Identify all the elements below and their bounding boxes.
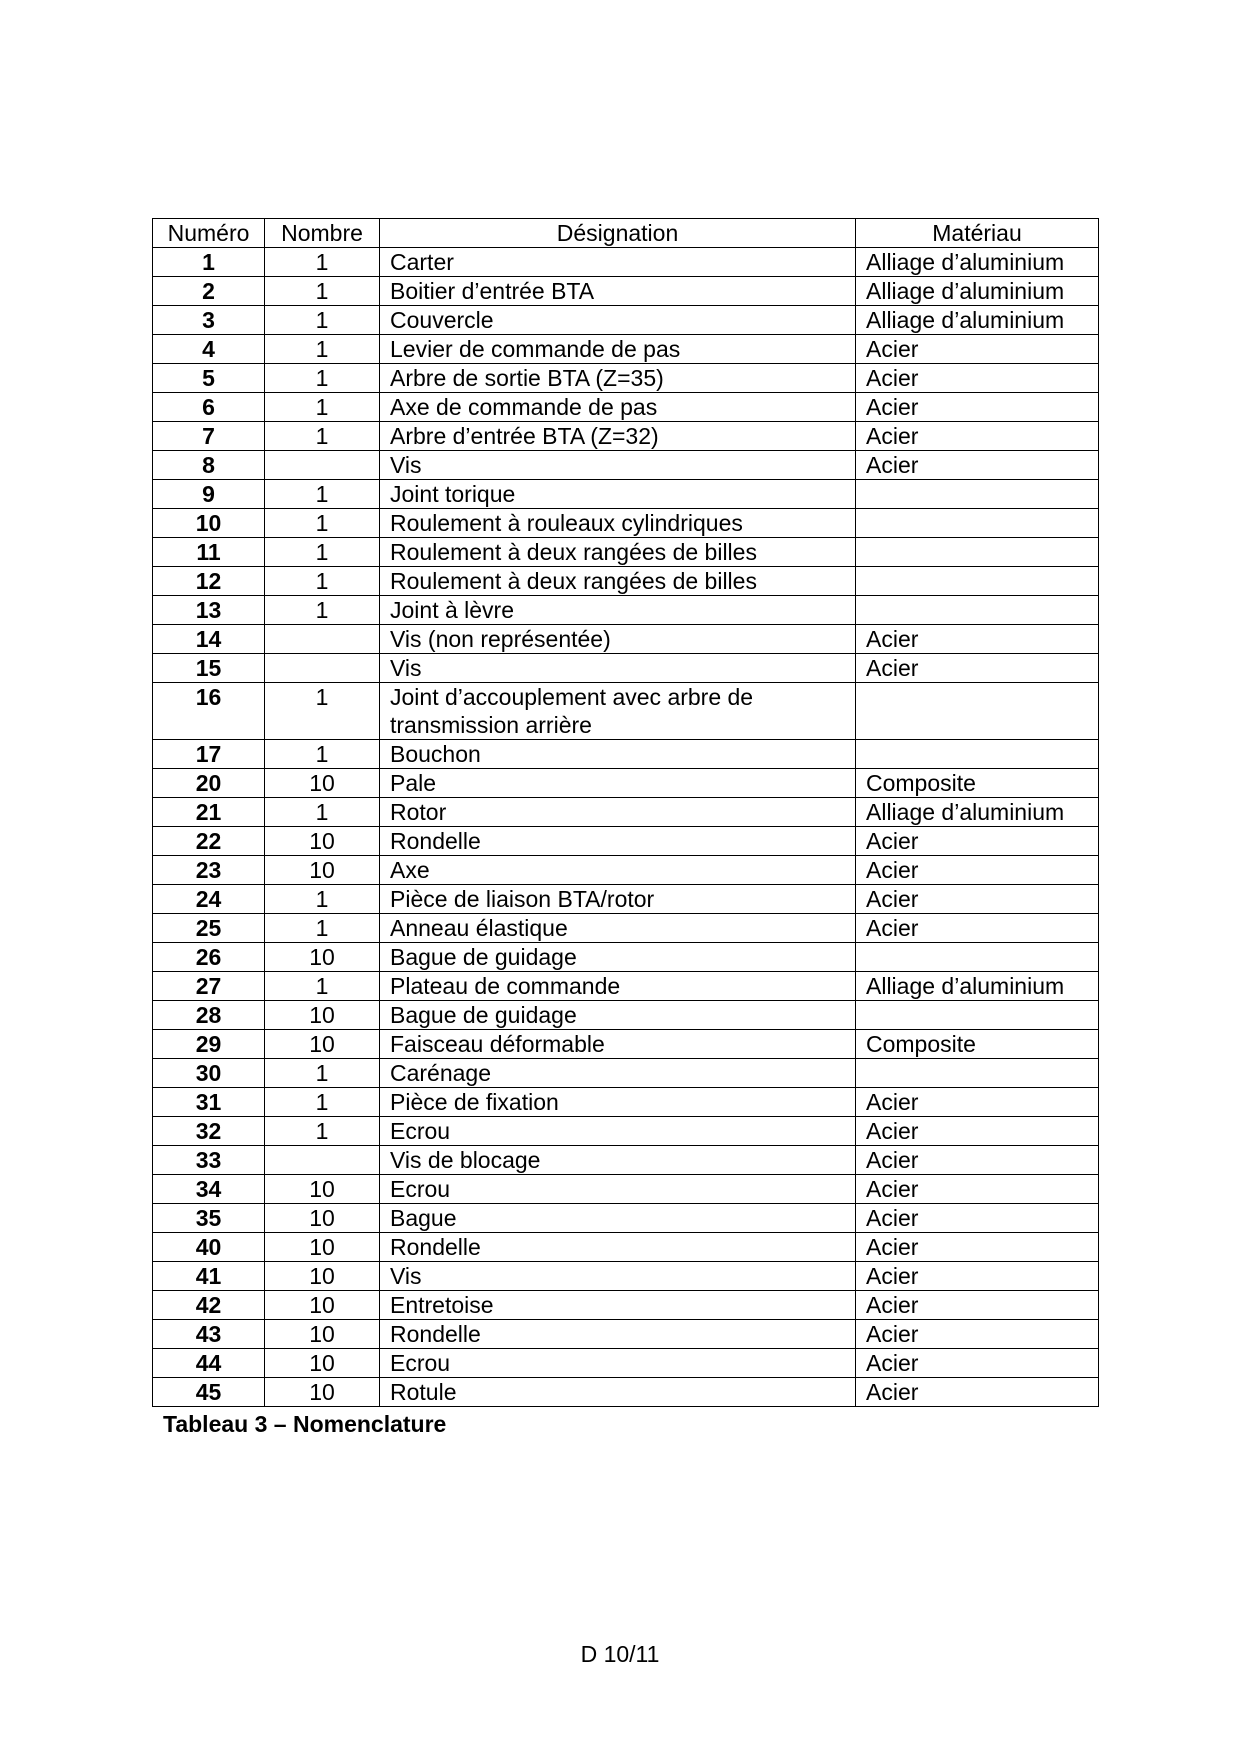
cell-nombre: 1 — [265, 683, 380, 740]
cell-designation: Ecrou — [380, 1349, 856, 1378]
cell-materiau: Acier — [856, 1320, 1099, 1349]
cell-materiau — [856, 567, 1099, 596]
cell-materiau: Acier — [856, 1117, 1099, 1146]
table-row — [153, 596, 1099, 625]
cell-numero: 45 — [153, 1378, 265, 1407]
table-row — [153, 1262, 1099, 1291]
table-row — [153, 972, 1099, 1001]
cell-designation: Carter — [380, 248, 856, 277]
cell-materiau — [856, 943, 1099, 972]
cell-materiau — [856, 740, 1099, 769]
cell-nombre: 1 — [265, 480, 380, 509]
cell-materiau: Composite — [856, 769, 1099, 798]
table-row — [153, 798, 1099, 827]
cell-materiau — [856, 596, 1099, 625]
table-row — [153, 1117, 1099, 1146]
table-row — [153, 740, 1099, 769]
cell-numero: 16 — [153, 683, 265, 740]
cell-materiau: Acier — [856, 393, 1099, 422]
cell-materiau: Acier — [856, 1175, 1099, 1204]
cell-designation: Pale — [380, 769, 856, 798]
cell-materiau: Acier — [856, 827, 1099, 856]
table-body — [153, 248, 1099, 1407]
cell-materiau — [856, 683, 1099, 740]
cell-materiau: Acier — [856, 1146, 1099, 1175]
cell-materiau: Acier — [856, 335, 1099, 364]
table-row — [153, 769, 1099, 798]
table-row — [153, 654, 1099, 683]
cell-numero: 20 — [153, 769, 265, 798]
header-nombre: Nombre — [265, 219, 380, 248]
cell-numero: 41 — [153, 1262, 265, 1291]
cell-numero: 6 — [153, 393, 265, 422]
table-header-row — [153, 219, 1099, 248]
table-row — [153, 943, 1099, 972]
cell-designation: Bague de guidage — [380, 943, 856, 972]
cell-nombre: 1 — [265, 422, 380, 451]
cell-numero: 25 — [153, 914, 265, 943]
cell-numero: 12 — [153, 567, 265, 596]
cell-designation: Rondelle — [380, 1233, 856, 1262]
cell-designation: Levier de commande de pas — [380, 335, 856, 364]
table-row — [153, 827, 1099, 856]
cell-numero: 2 — [153, 277, 265, 306]
cell-nombre: 10 — [265, 1291, 380, 1320]
cell-nombre: 1 — [265, 567, 380, 596]
cell-nombre: 1 — [265, 798, 380, 827]
cell-numero: 30 — [153, 1059, 265, 1088]
cell-nombre — [265, 625, 380, 654]
table-row — [153, 509, 1099, 538]
cell-nombre: 1 — [265, 1088, 380, 1117]
cell-numero: 34 — [153, 1175, 265, 1204]
table-row — [153, 422, 1099, 451]
cell-materiau: Acier — [856, 1088, 1099, 1117]
cell-materiau: Acier — [856, 451, 1099, 480]
cell-numero: 11 — [153, 538, 265, 567]
cell-nombre: 1 — [265, 885, 380, 914]
cell-numero: 31 — [153, 1088, 265, 1117]
table-row — [153, 538, 1099, 567]
cell-materiau — [856, 538, 1099, 567]
cell-designation: Joint d’accouplement avec arbre de transmission arrière — [380, 683, 856, 740]
table-row — [153, 1349, 1099, 1378]
table-caption: Tableau 3 – Nomenclature — [163, 1411, 447, 1437]
cell-nombre: 10 — [265, 1001, 380, 1030]
cell-nombre: 10 — [265, 769, 380, 798]
table-row — [153, 856, 1099, 885]
cell-designation: Rotor — [380, 798, 856, 827]
table-row — [153, 335, 1099, 364]
cell-numero: 42 — [153, 1291, 265, 1320]
cell-materiau: Acier — [856, 364, 1099, 393]
table-row — [153, 885, 1099, 914]
cell-nombre: 10 — [265, 856, 380, 885]
cell-designation: Vis (non représentée) — [380, 625, 856, 654]
cell-numero: 27 — [153, 972, 265, 1001]
cell-nombre: 1 — [265, 335, 380, 364]
cell-materiau: Acier — [856, 856, 1099, 885]
cell-materiau: Alliage d’aluminium — [856, 972, 1099, 1001]
cell-numero: 3 — [153, 306, 265, 335]
table-row — [153, 1233, 1099, 1262]
table-row — [153, 625, 1099, 654]
cell-materiau — [856, 1059, 1099, 1088]
cell-materiau: Acier — [856, 422, 1099, 451]
cell-designation: Vis — [380, 654, 856, 683]
cell-numero: 1 — [153, 248, 265, 277]
cell-designation: Rondelle — [380, 1320, 856, 1349]
cell-materiau — [856, 509, 1099, 538]
table-row — [153, 683, 1099, 740]
cell-designation: Ecrou — [380, 1117, 856, 1146]
cell-materiau — [856, 480, 1099, 509]
cell-designation: Roulement à deux rangées de billes — [380, 538, 856, 567]
cell-designation: Boitier d’entrée BTA — [380, 277, 856, 306]
cell-materiau: Acier — [856, 1349, 1099, 1378]
cell-nombre: 1 — [265, 972, 380, 1001]
header-numero: Numéro — [153, 219, 265, 248]
table-row — [153, 914, 1099, 943]
cell-nombre: 1 — [265, 306, 380, 335]
cell-designation: Bague — [380, 1204, 856, 1233]
cell-nombre: 10 — [265, 1175, 380, 1204]
table-row — [153, 1291, 1099, 1320]
cell-materiau: Alliage d’aluminium — [856, 306, 1099, 335]
cell-designation: Plateau de commande — [380, 972, 856, 1001]
cell-numero: 7 — [153, 422, 265, 451]
cell-numero: 4 — [153, 335, 265, 364]
cell-designation: Vis de blocage — [380, 1146, 856, 1175]
cell-designation: Arbre de sortie BTA (Z=35) — [380, 364, 856, 393]
cell-numero: 10 — [153, 509, 265, 538]
cell-materiau: Acier — [856, 885, 1099, 914]
cell-numero: 15 — [153, 654, 265, 683]
cell-numero: 40 — [153, 1233, 265, 1262]
cell-designation: Arbre d’entrée BTA (Z=32) — [380, 422, 856, 451]
cell-designation: Rondelle — [380, 827, 856, 856]
cell-nombre: 10 — [265, 1233, 380, 1262]
cell-designation: Joint à lèvre — [380, 596, 856, 625]
table-row — [153, 277, 1099, 306]
table-row — [153, 1059, 1099, 1088]
cell-nombre: 10 — [265, 1349, 380, 1378]
cell-nombre: 1 — [265, 364, 380, 393]
cell-designation: Pièce de fixation — [380, 1088, 856, 1117]
cell-materiau — [856, 1001, 1099, 1030]
cell-nombre: 10 — [265, 943, 380, 972]
cell-nombre: 1 — [265, 740, 380, 769]
cell-designation: Faisceau déformable — [380, 1030, 856, 1059]
cell-materiau: Acier — [856, 1204, 1099, 1233]
cell-numero: 43 — [153, 1320, 265, 1349]
cell-nombre: 1 — [265, 509, 380, 538]
cell-nombre: 1 — [265, 596, 380, 625]
cell-nombre: 10 — [265, 1262, 380, 1291]
cell-numero: 9 — [153, 480, 265, 509]
cell-nombre: 10 — [265, 827, 380, 856]
cell-materiau: Alliage d’aluminium — [856, 248, 1099, 277]
cell-nombre: 10 — [265, 1030, 380, 1059]
cell-materiau: Acier — [856, 1233, 1099, 1262]
cell-numero: 17 — [153, 740, 265, 769]
cell-numero: 23 — [153, 856, 265, 885]
cell-designation: Carénage — [380, 1059, 856, 1088]
table-row — [153, 567, 1099, 596]
cell-nombre: 10 — [265, 1204, 380, 1233]
cell-nombre: 1 — [265, 393, 380, 422]
cell-nombre — [265, 1146, 380, 1175]
cell-materiau: Acier — [856, 625, 1099, 654]
cell-nombre — [265, 654, 380, 683]
cell-numero: 35 — [153, 1204, 265, 1233]
cell-materiau: Acier — [856, 1262, 1099, 1291]
cell-designation: Axe de commande de pas — [380, 393, 856, 422]
cell-designation: Couvercle — [380, 306, 856, 335]
table-row — [153, 248, 1099, 277]
table-row — [153, 1088, 1099, 1117]
cell-designation: Vis — [380, 1262, 856, 1291]
table-row — [153, 364, 1099, 393]
cell-nombre: 1 — [265, 1059, 380, 1088]
table-row — [153, 1378, 1099, 1407]
cell-designation: Bague de guidage — [380, 1001, 856, 1030]
cell-designation: Rotule — [380, 1378, 856, 1407]
cell-materiau: Acier — [856, 654, 1099, 683]
cell-designation: Ecrou — [380, 1175, 856, 1204]
table-row — [153, 306, 1099, 335]
header-designation: Désignation — [380, 219, 856, 248]
table-row — [153, 1030, 1099, 1059]
cell-nombre — [265, 451, 380, 480]
cell-numero: 21 — [153, 798, 265, 827]
cell-numero: 44 — [153, 1349, 265, 1378]
table-row — [153, 393, 1099, 422]
cell-numero: 22 — [153, 827, 265, 856]
nomenclature-table — [152, 218, 1099, 1407]
cell-nombre: 10 — [265, 1320, 380, 1349]
cell-designation: Roulement à rouleaux cylindriques — [380, 509, 856, 538]
cell-numero: 13 — [153, 596, 265, 625]
cell-nombre: 1 — [265, 538, 380, 567]
cell-designation: Bouchon — [380, 740, 856, 769]
cell-designation: Roulement à deux rangées de billes — [380, 567, 856, 596]
cell-numero: 26 — [153, 943, 265, 972]
cell-numero: 24 — [153, 885, 265, 914]
table-row — [153, 1001, 1099, 1030]
cell-materiau: Alliage d’aluminium — [856, 798, 1099, 827]
cell-numero: 5 — [153, 364, 265, 393]
header-materiau: Matériau — [856, 219, 1099, 248]
cell-designation: Pièce de liaison BTA/rotor — [380, 885, 856, 914]
table-row — [153, 1146, 1099, 1175]
cell-designation: Vis — [380, 451, 856, 480]
cell-numero: 8 — [153, 451, 265, 480]
table-row — [153, 1204, 1099, 1233]
cell-designation: Entretoise — [380, 1291, 856, 1320]
cell-numero: 32 — [153, 1117, 265, 1146]
cell-materiau: Acier — [856, 1378, 1099, 1407]
cell-designation: Anneau élastique — [380, 914, 856, 943]
cell-numero: 28 — [153, 1001, 265, 1030]
cell-designation: Axe — [380, 856, 856, 885]
page-number: D 10/11 — [580, 1641, 660, 1667]
cell-materiau: Composite — [856, 1030, 1099, 1059]
cell-nombre: 1 — [265, 277, 380, 306]
cell-nombre: 10 — [265, 1378, 380, 1407]
cell-materiau: Alliage d’aluminium — [856, 277, 1099, 306]
cell-nombre: 1 — [265, 248, 380, 277]
cell-materiau: Acier — [856, 914, 1099, 943]
cell-nombre: 1 — [265, 914, 380, 943]
table-row — [153, 451, 1099, 480]
table-row — [153, 1320, 1099, 1349]
cell-nombre: 1 — [265, 1117, 380, 1146]
table-row — [153, 480, 1099, 509]
cell-designation: Joint torique — [380, 480, 856, 509]
cell-materiau: Acier — [856, 1291, 1099, 1320]
table-row — [153, 1175, 1099, 1204]
cell-numero: 14 — [153, 625, 265, 654]
cell-numero: 33 — [153, 1146, 265, 1175]
cell-numero: 29 — [153, 1030, 265, 1059]
